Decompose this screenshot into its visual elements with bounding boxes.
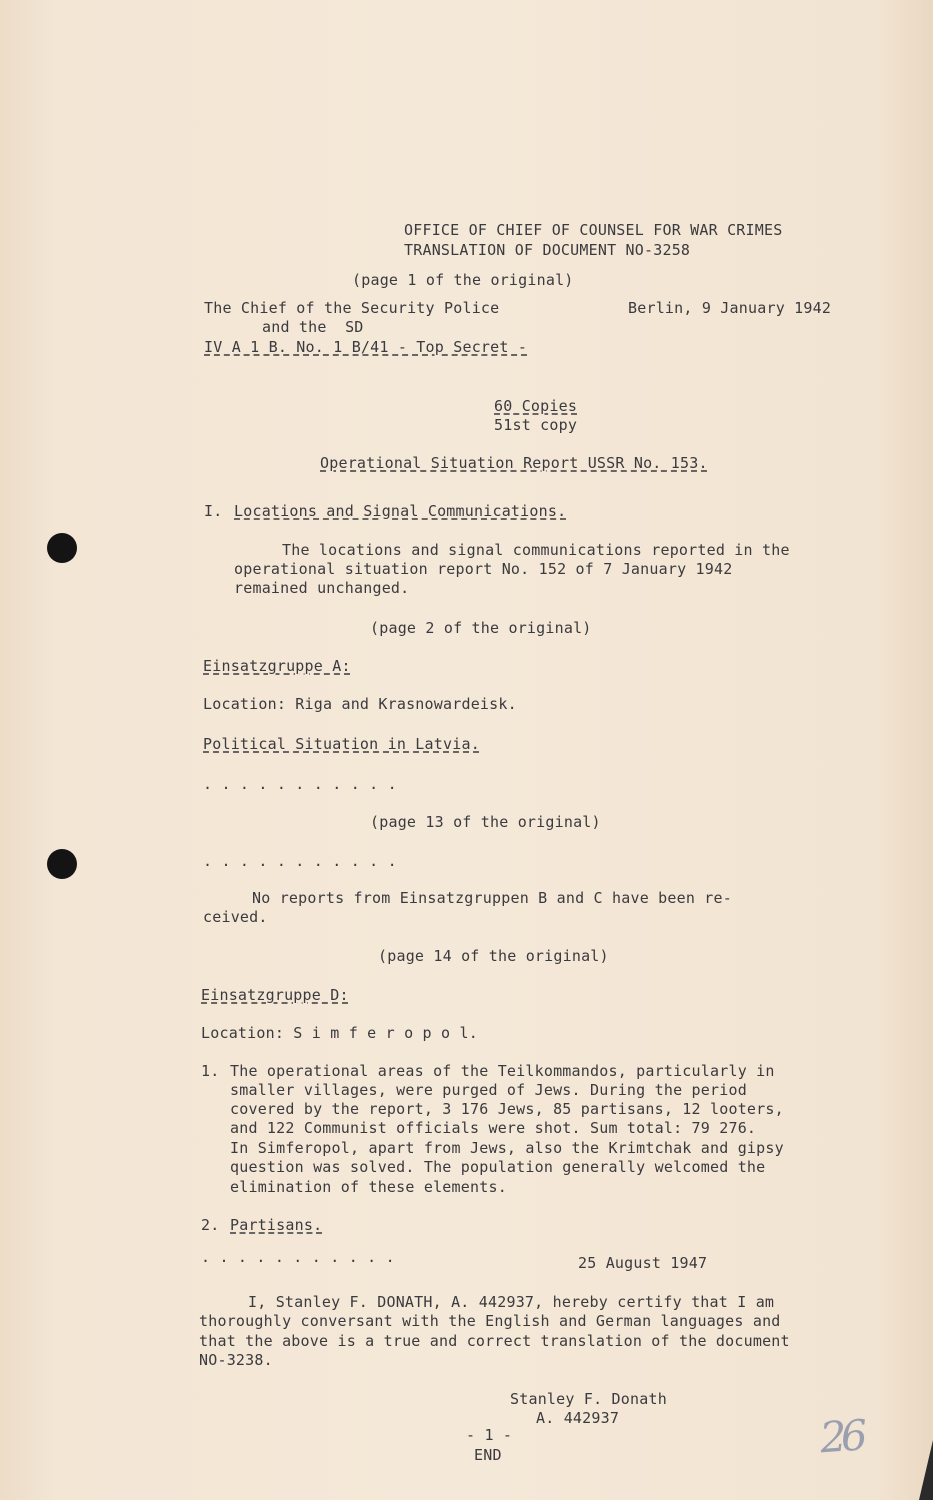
item1-line: elimination of these elements. [230, 1178, 507, 1196]
header-office: OFFICE OF CHIEF OF COUNSEL FOR WAR CRIMES [404, 221, 783, 239]
section1-heading: Locations and Signal Communications. [234, 502, 567, 520]
item2-number: 2. [201, 1216, 220, 1234]
section1-number: I. [204, 502, 223, 520]
certificate-line: thoroughly conversant with the English and German languages and [199, 1312, 781, 1330]
certificate-line: NO-3238. [199, 1351, 273, 1369]
end-mark: END [474, 1446, 502, 1464]
item1-line: covered by the report, 3 176 Jews, 85 partisans, 12 looters, [230, 1100, 784, 1118]
section1-para-line: The locations and signal communications reported in the [282, 541, 790, 559]
item2-heading: Partisans. [230, 1216, 323, 1234]
item1-line: In Simferopol, apart from Jews, also the Krimtchak and gipsy [230, 1139, 784, 1157]
no-reports-line: ceived. [203, 908, 268, 926]
punch-hole-icon [47, 533, 77, 563]
no-reports-line: No reports from Einsatzgruppen B and C have been re- [252, 889, 732, 907]
item1-line: question was solved. The population generally welcomed the [230, 1158, 766, 1176]
ellipsis-dots: . . . . . . . . . . . [203, 775, 397, 793]
item1-line: The operational areas of the Teilkommandos, particularly in [230, 1062, 775, 1080]
page-note-13: (page 13 of the original) [370, 813, 601, 831]
torn-corner [919, 1440, 933, 1500]
certificate-date: 25 August 1947 [578, 1254, 708, 1272]
punch-hole-icon [47, 849, 77, 879]
place-date: Berlin, 9 January 1942 [628, 299, 832, 317]
item1-line: and 122 Communist officials were shot. Sum total: 79 276. [230, 1119, 757, 1137]
page-number: - 1 - [466, 1426, 513, 1444]
page-note-2: (page 2 of the original) [370, 619, 592, 637]
item1-line: smaller villages, were purged of Jews. During the period [230, 1081, 747, 1099]
section1-para-line: operational situation report No. 152 of 7 January 1942 [234, 560, 733, 578]
section1-para-line: remained unchanged. [234, 579, 410, 597]
group-a-location: Location: Riga and Krasnowardeisk. [203, 695, 517, 713]
sender-line-2: and the SD [262, 318, 364, 336]
group-a-subheading: Political Situation in Latvia. [203, 735, 480, 753]
sender-line-1: The Chief of the Security Police [204, 299, 500, 317]
signature-name: Stanley F. Donath [510, 1390, 667, 1408]
certificate-line: that the above is a true and correct translation of the document [199, 1332, 790, 1350]
group-a-heading: Einsatzgruppe A: [203, 657, 351, 675]
copies-total: 60 Copies [494, 397, 578, 415]
copies-this: 51st copy [494, 416, 578, 434]
certificate-line: I, Stanley F. DONATH, A. 442937, hereby certify that I am [248, 1293, 775, 1311]
handwritten-page-number: 26 [818, 1410, 864, 1463]
report-title: Operational Situation Report USSR No. 153. [320, 454, 708, 472]
ellipsis-dots: . . . . . . . . . . . [203, 852, 397, 870]
header-translation: TRANSLATION OF DOCUMENT NO-3258 [404, 241, 691, 259]
group-d-location: Location: S i m f e r o p o l. [201, 1024, 478, 1042]
item1-number: 1. [201, 1062, 220, 1080]
page-note-1: (page 1 of the original) [352, 271, 574, 289]
page-note-14: (page 14 of the original) [378, 947, 609, 965]
group-d-heading: Einsatzgruppe D: [201, 986, 349, 1004]
signature-number: A. 442937 [536, 1409, 620, 1427]
reference-number: IV A 1 B. No. 1 B/41 - Top Secret - [204, 338, 528, 356]
ellipsis-dots: . . . . . . . . . . . [201, 1248, 395, 1266]
